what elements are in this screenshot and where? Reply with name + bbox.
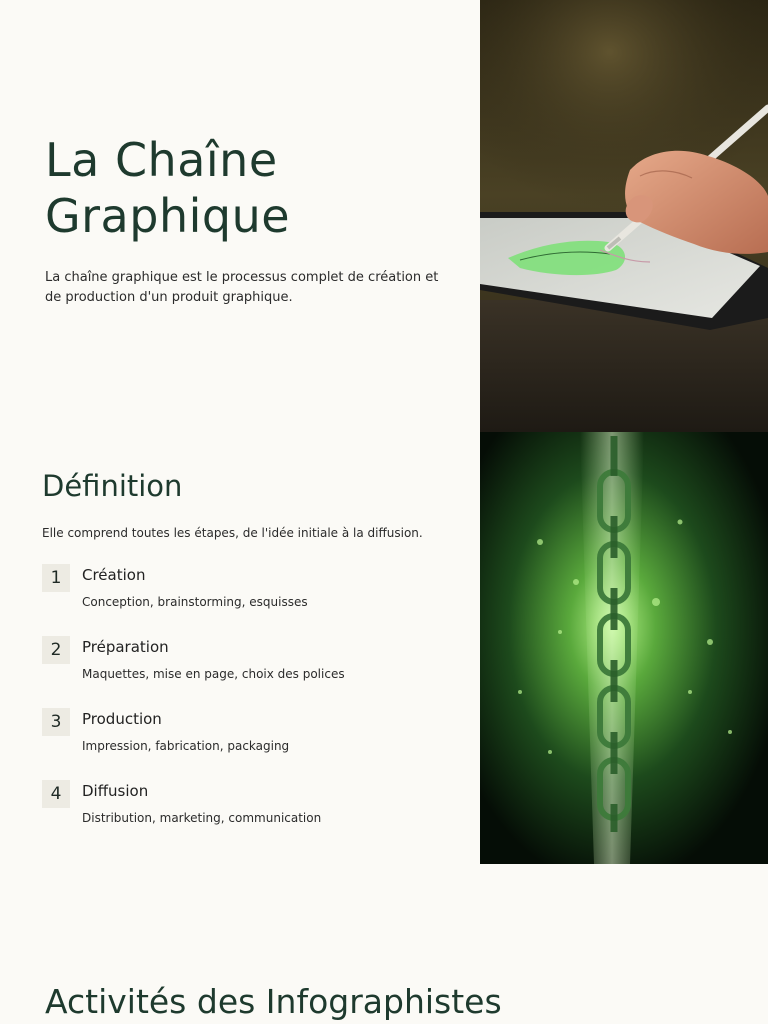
step-item-preparation: [42, 636, 462, 708]
step-number-badge: 1: [42, 564, 70, 592]
step-description: Conception, brainstorming, esquisses: [82, 595, 308, 609]
page-title: [45, 132, 445, 244]
definition-text: Elle comprend toutes les étapes, de l'idée initiale à la diffusion.: [42, 526, 423, 540]
step-description: Impression, fabrication, packaging: [82, 739, 290, 753]
step-number-badge: 2: [42, 636, 70, 664]
definition-title: Définition: [42, 469, 183, 503]
glowing-chain-image: [480, 432, 768, 864]
activities-title: Activités des Infographistes: [45, 982, 502, 1021]
step-description: Maquettes, mise en page, choix des polices: [82, 667, 345, 681]
step-item-creation: [42, 564, 462, 636]
step-item-diffusion: [42, 780, 462, 852]
step-item-production: [42, 708, 462, 780]
page-title-line-2: Graphique: [45, 189, 291, 243]
steps-list: [42, 564, 462, 852]
hand-drawing-on-tablet-image: [480, 0, 768, 432]
step-title: Création: [82, 566, 146, 584]
step-number-badge: 3: [42, 708, 70, 736]
hero-description: La chaîne graphique est le processus complet de création et de production d'un produit graphique.: [45, 270, 439, 305]
step-title: Préparation: [82, 638, 169, 656]
step-title: Production: [82, 710, 162, 728]
step-title: Diffusion: [82, 782, 149, 800]
hero-text-block: [45, 132, 445, 308]
step-description: Distribution, marketing, communication: [82, 811, 322, 825]
definition-section: [42, 466, 462, 852]
page-title-line-1: La Chaîne: [45, 133, 278, 187]
step-number-badge: 4: [42, 780, 70, 808]
